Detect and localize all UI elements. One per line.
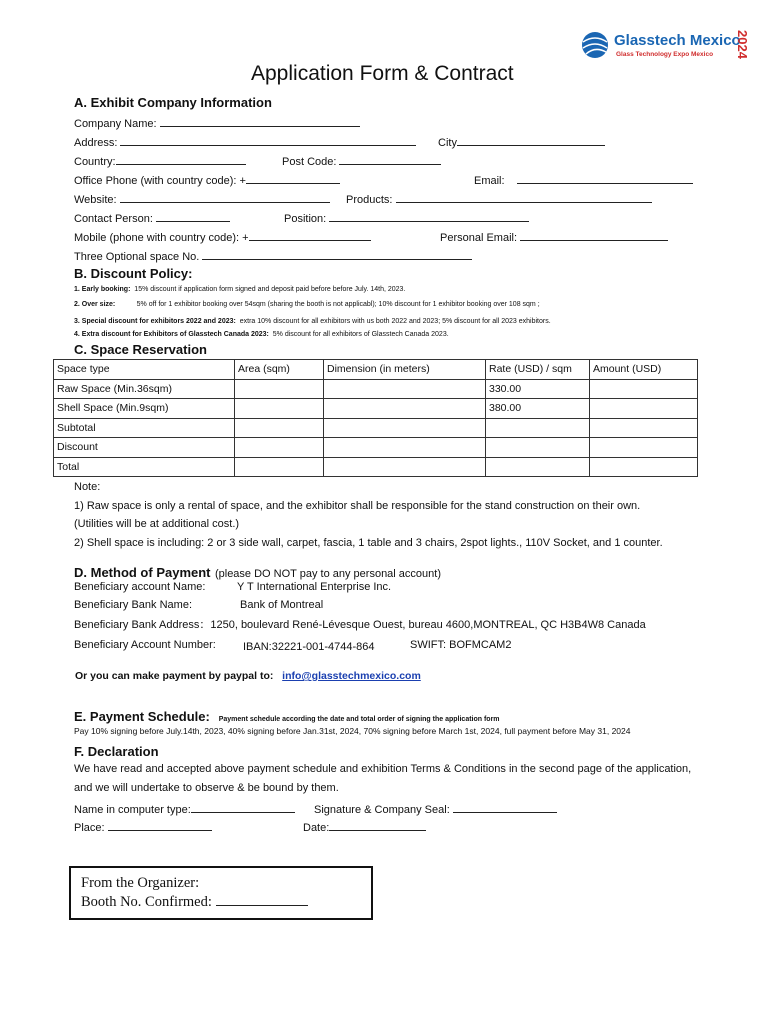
section-c-heading: C. Space Reservation bbox=[74, 342, 207, 357]
contact-row bbox=[74, 210, 230, 225]
company-name-row bbox=[74, 115, 360, 130]
amount-input-cell[interactable] bbox=[590, 379, 698, 399]
note-1: 1) Raw space is only a rental of space, and the exhibitor shall be responsible for the stand construction on their own. bbox=[74, 500, 641, 512]
contact-label: Contact Person: bbox=[74, 213, 153, 225]
table-row bbox=[54, 438, 698, 458]
date-row bbox=[303, 819, 426, 834]
mobile-label: Mobile (phone with country code): + bbox=[74, 232, 249, 244]
booth-confirmed-label: Booth No. Confirmed: bbox=[81, 894, 212, 910]
table-cell[interactable] bbox=[486, 438, 590, 458]
discount-text: 5% discount for all exhibitors of Glasstech Canada 2023. bbox=[272, 331, 449, 338]
table-header: Area (sqm) bbox=[235, 360, 324, 380]
discount-text: extra 10% discount for all exhibitors with us both 2022 and 2023; 5% discount for all 2023 exhibitors. bbox=[239, 318, 551, 325]
office-phone-field[interactable] bbox=[246, 172, 340, 184]
globe-logo-icon bbox=[580, 30, 610, 60]
country-label: Country: bbox=[74, 156, 116, 168]
amount-input-cell[interactable] bbox=[590, 399, 698, 419]
bank-name-value: Bank of Montreal bbox=[240, 599, 324, 611]
table-row bbox=[54, 457, 698, 477]
products-field[interactable] bbox=[396, 191, 652, 203]
discount-item bbox=[74, 286, 405, 293]
table-row bbox=[54, 418, 698, 438]
section-e-note: Payment schedule according the date and total order of signing the application form bbox=[218, 716, 500, 723]
personal-email-row bbox=[440, 229, 668, 244]
declaration-line-2: and we will undertake to observe & be bound by them. bbox=[74, 782, 339, 794]
beneficiary-account-label: Beneficiary account Name: bbox=[74, 581, 206, 593]
table-header: Amount (USD) bbox=[590, 360, 698, 380]
personal-email-field[interactable] bbox=[520, 229, 668, 241]
payment-schedule-text: Pay 10% signing before July.14th, 2023, 40% signing before Jan.31st, 2024, 70% signing before March 1st, 2024, full payment before May 31, 2024 bbox=[74, 726, 631, 736]
table-cell: Shell Space (Min.9sqm) bbox=[54, 399, 235, 419]
personal-email-label: Personal Email: bbox=[440, 232, 518, 244]
iban-value: IBAN:32221-001-4744-864 bbox=[243, 641, 375, 653]
section-b-heading: B. Discount Policy: bbox=[74, 266, 193, 281]
area-input-cell[interactable] bbox=[235, 379, 324, 399]
products-row bbox=[346, 191, 652, 206]
paypal-email-link[interactable]: info@glasstechmexico.com bbox=[282, 670, 421, 682]
table-header: Space type bbox=[54, 360, 235, 380]
discount-label: 3. Special discount for exhibitors 2022 and 2023: bbox=[74, 318, 236, 325]
discount-item bbox=[74, 301, 540, 308]
logo-tagline: Glass Technology Expo Mexico bbox=[616, 51, 714, 58]
organizer-line-1: From the Organizer: bbox=[81, 875, 200, 891]
contact-field[interactable] bbox=[156, 210, 230, 222]
address-field[interactable] bbox=[120, 134, 416, 146]
area-input-cell[interactable] bbox=[235, 399, 324, 419]
note-2: 2) Shell space is including: 2 or 3 side wall, carpet, fascia, 1 table and 3 chairs, 2spot lights., 110V Socket, and 1 counter. bbox=[74, 537, 663, 549]
beneficiary-account-value: Y T International Enterprise Inc. bbox=[237, 581, 392, 593]
logo bbox=[580, 28, 760, 64]
discount-label: 2. Over size: bbox=[74, 301, 116, 308]
position-label: Position: bbox=[284, 213, 327, 225]
optional-space-label: Three Optional space No. bbox=[74, 251, 200, 263]
city-row bbox=[438, 134, 605, 149]
section-d-heading-row bbox=[74, 564, 441, 582]
table-cell[interactable] bbox=[324, 457, 486, 477]
optional-space-row bbox=[74, 248, 472, 263]
website-field[interactable] bbox=[120, 191, 330, 203]
discount-label: 1. Early booking: bbox=[74, 286, 131, 293]
table-cell[interactable] bbox=[590, 457, 698, 477]
address-row bbox=[74, 134, 416, 149]
table-cell[interactable] bbox=[486, 457, 590, 477]
place-label: Place: bbox=[74, 822, 105, 834]
space-table bbox=[53, 359, 698, 477]
discount-text: 15% discount if application form signed and deposit paid before before July. 14th, 2023. bbox=[134, 286, 406, 293]
organizer-box bbox=[69, 866, 373, 920]
email-label: Email: bbox=[474, 175, 505, 187]
dimension-input-cell[interactable] bbox=[324, 399, 486, 419]
company-name-label: Company Name: bbox=[74, 118, 157, 130]
table-cell: Raw Space (Min.36sqm) bbox=[54, 379, 235, 399]
position-row bbox=[284, 210, 529, 225]
city-field[interactable] bbox=[457, 134, 605, 146]
signature-field[interactable] bbox=[453, 801, 557, 813]
position-field[interactable] bbox=[329, 210, 529, 222]
website-row bbox=[74, 191, 330, 206]
logo-name: Glasstech Mexico bbox=[614, 32, 741, 49]
name-field[interactable] bbox=[191, 801, 295, 813]
table-cell: Total bbox=[54, 457, 235, 477]
section-f-heading: F. Declaration bbox=[74, 744, 159, 759]
table-cell: 380.00 bbox=[486, 399, 590, 419]
booth-confirmed-row bbox=[81, 894, 308, 911]
table-cell[interactable] bbox=[590, 418, 698, 438]
table-header: Rate (USD) / sqm bbox=[486, 360, 590, 380]
table-row bbox=[54, 399, 698, 419]
table-header: Dimension (in meters) bbox=[324, 360, 486, 380]
section-d-heading: D. Method of Payment bbox=[74, 565, 211, 580]
table-cell[interactable] bbox=[324, 418, 486, 438]
address-label: Address: bbox=[74, 137, 118, 149]
table-cell: Subtotal bbox=[54, 418, 235, 438]
company-name-field[interactable] bbox=[160, 115, 360, 127]
date-field[interactable] bbox=[329, 819, 426, 831]
table-cell[interactable] bbox=[235, 418, 324, 438]
paypal-label: Or you can make payment by paypal to: bbox=[75, 670, 274, 682]
section-e-heading: E. Payment Schedule: bbox=[74, 709, 210, 724]
discount-item bbox=[74, 318, 551, 325]
date-label: Date: bbox=[303, 822, 330, 834]
booth-confirmed-field[interactable] bbox=[216, 894, 308, 906]
table-cell[interactable] bbox=[590, 438, 698, 458]
postcode-label: Post Code: bbox=[282, 156, 337, 168]
section-d-note: (please DO NOT pay to any personal account) bbox=[214, 568, 441, 580]
swift-value: SWIFT: BOFMCAM2 bbox=[410, 639, 512, 651]
declaration-line-1: We have read and accepted above payment schedule and exhibition Terms & Conditions in the second page of the application, bbox=[74, 763, 692, 775]
section-a-heading: A. Exhibit Company Information bbox=[74, 95, 272, 110]
account-number-label: Beneficiary Account Number: bbox=[74, 639, 216, 651]
discount-item bbox=[74, 331, 449, 338]
table-row bbox=[54, 379, 698, 399]
email-field[interactable] bbox=[517, 172, 693, 184]
table-cell: 330.00 bbox=[486, 379, 590, 399]
place-field[interactable] bbox=[108, 819, 212, 831]
name-row bbox=[74, 801, 295, 816]
mobile-row bbox=[74, 229, 371, 244]
country-row bbox=[74, 153, 246, 168]
table-cell: Discount bbox=[54, 438, 235, 458]
postcode-row bbox=[282, 153, 441, 168]
bank-address-label: Beneficiary Bank Address： bbox=[74, 619, 211, 631]
products-label: Products: bbox=[346, 194, 393, 206]
place-row bbox=[74, 819, 212, 834]
mobile-field[interactable] bbox=[249, 229, 371, 241]
country-field[interactable] bbox=[116, 153, 246, 165]
discount-label: 4. Extra discount for Exhibitors of Glasstech Canada 2023: bbox=[74, 331, 269, 338]
table-cell[interactable] bbox=[235, 438, 324, 458]
email-row bbox=[474, 172, 693, 187]
optional-space-field[interactable] bbox=[202, 248, 472, 260]
name-label: Name in computer type: bbox=[74, 804, 191, 816]
table-cell[interactable] bbox=[486, 418, 590, 438]
paypal-row bbox=[75, 670, 421, 682]
note-label: Note: bbox=[74, 481, 101, 493]
bank-address-value: 1250, boulevard René-Lévesque Ouest, bureau 4600,MONTREAL, QC H3B4W8 Canada bbox=[210, 619, 646, 631]
signature-row bbox=[314, 801, 557, 816]
website-label: Website: bbox=[74, 194, 117, 206]
city-label: City bbox=[438, 137, 457, 149]
office-phone-row bbox=[74, 172, 340, 187]
logo-year: 2024 bbox=[735, 30, 750, 59]
postcode-field[interactable] bbox=[339, 153, 441, 165]
table-header-row bbox=[54, 360, 698, 380]
note-1b: (Utilities will be at additional cost.) bbox=[74, 518, 240, 530]
signature-label: Signature & Company Seal: bbox=[314, 804, 450, 816]
bank-name-label: Beneficiary Bank Name: bbox=[74, 599, 192, 611]
dimension-input-cell[interactable] bbox=[324, 379, 486, 399]
office-phone-label: Office Phone (with country code): + bbox=[74, 175, 246, 187]
section-e-heading-row bbox=[74, 708, 500, 726]
table-cell[interactable] bbox=[235, 457, 324, 477]
bank-address-row bbox=[74, 616, 646, 632]
discount-text: 5% off for 1 exhibitor booking over 54sqm (sharing the booth is not applicabl); 10% discount for 1 exhibitor booking over 108 sqm ; bbox=[136, 301, 540, 308]
page-title: Application Form & Contract bbox=[251, 62, 514, 85]
table-cell[interactable] bbox=[324, 438, 486, 458]
